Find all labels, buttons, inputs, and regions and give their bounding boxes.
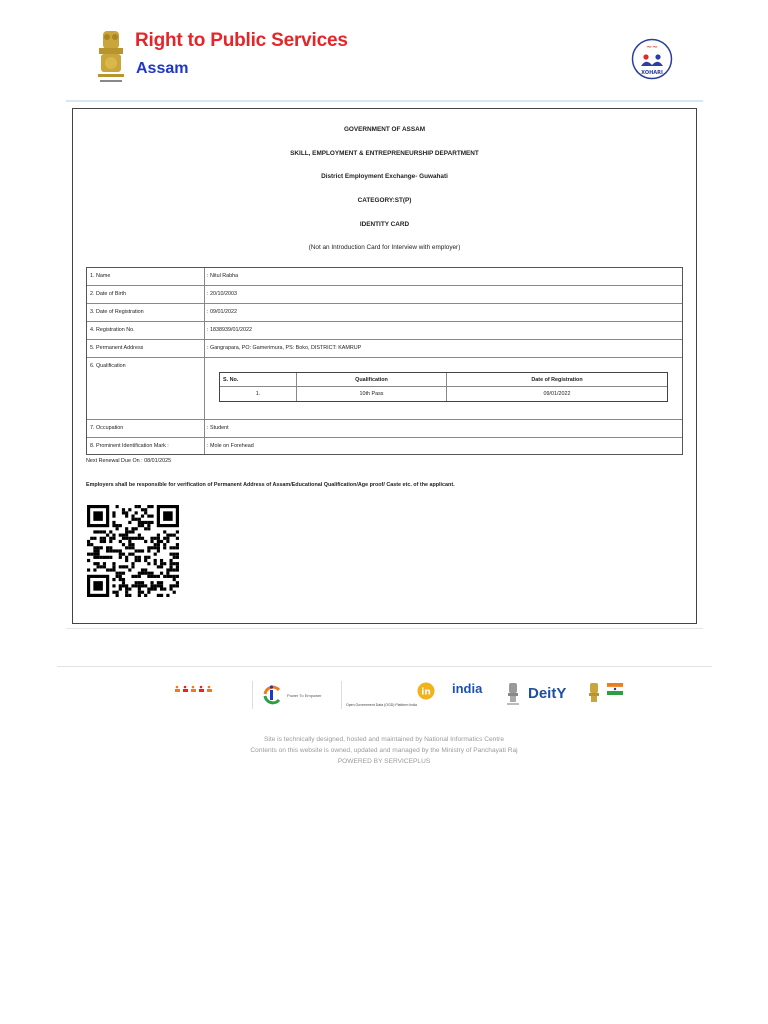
india-gov-logo[interactable]: india xyxy=(452,681,483,696)
table-row xyxy=(87,304,682,322)
svg-text:in: in xyxy=(421,687,431,698)
table-row xyxy=(87,438,682,454)
row-value: : Nitul Rabha xyxy=(207,273,239,279)
row-label: 2. Date of Birth xyxy=(90,291,126,297)
row-label: 3. Date of Registration xyxy=(90,309,144,315)
deity-logo[interactable]: DeitY xyxy=(528,685,567,702)
column-header-sno: S. No. xyxy=(223,377,239,383)
column-header-date: Date of Registration xyxy=(531,377,583,383)
footer-content-credit: Contents on this website is owned, updated and managed by the Ministry of Panchayati Raj xyxy=(250,747,518,754)
state-emblem-icon xyxy=(92,28,130,86)
xohari-logo-icon xyxy=(631,38,673,80)
power-to-empower-caption: Power To Empower xyxy=(287,693,322,698)
table-row xyxy=(87,322,682,340)
row-label: 4. Registration No. xyxy=(90,327,135,333)
card-title: IDENTITY CARD xyxy=(359,221,410,228)
row-value: : Gangrapara, PO: Gamerimura, PS: Boko, DISTRICT: KAMRUP xyxy=(207,345,362,351)
renewal-date: Next Renewal Due On : 08/01/2025 xyxy=(86,458,172,464)
row-value: : 20/10/2003 xyxy=(207,291,237,297)
footer-powered-by: POWERED BY SERVICEPLUS xyxy=(337,758,431,765)
row-label: 1. Name xyxy=(90,273,111,279)
digital-india-logo-icon[interactable] xyxy=(173,684,213,694)
svg-text:~~: ~~ xyxy=(646,43,658,51)
row-label: 5. Permanent Address xyxy=(90,345,144,351)
site-title[interactable]: Right to Public Services xyxy=(135,30,348,51)
site-subtitle: Assam xyxy=(136,60,189,77)
national-emblem-icon[interactable] xyxy=(505,681,521,707)
digital-india-i-icon xyxy=(261,682,283,706)
ogd-circle-icon xyxy=(417,682,435,700)
government-heading: GOVERNMENT OF ASSAM xyxy=(343,126,426,133)
exchange-heading: District Employment Exchange- Guwahati xyxy=(321,173,448,180)
qualification-name: 10th Pass xyxy=(359,391,384,397)
department-heading: SKILL, EMPLOYMENT & ENTREPRENEURSHIP DEPARTMENT xyxy=(290,150,479,157)
category-heading: CATEGORY:ST(P) xyxy=(357,197,412,204)
qualification-sno: 1. xyxy=(255,391,261,397)
row-label: 7. Occupation xyxy=(90,425,124,431)
site-header xyxy=(0,0,768,100)
ogd-platform-logo[interactable] xyxy=(345,681,437,709)
column-header-qualification: Qualification xyxy=(355,377,388,383)
emblem-with-flag-icon[interactable] xyxy=(587,681,625,707)
qualification-table xyxy=(219,372,668,402)
ogd-caption: Open Government Data (OGD) Platform India xyxy=(346,703,417,707)
footer-nic-credit: Site is technically designed, hosted and maintained by National Informatics Centre xyxy=(263,736,505,743)
row-label: 6. Qualification xyxy=(90,363,126,369)
power-to-empower-logo[interactable] xyxy=(252,681,342,709)
row-value: : Mole on Forehead xyxy=(207,443,254,449)
table-row xyxy=(87,268,682,286)
row-label: 8. Prominent Identification Mark : xyxy=(90,443,169,449)
row-value: : 09/01/2022 xyxy=(207,309,237,315)
employer-note: Employers shall be responsible for verification of Permanent Address of Assam/Educational Qualification/Age proof/ Caste etc. of the applicant. xyxy=(86,482,455,488)
details-table xyxy=(86,267,683,455)
card-note: (Not an Introduction Card for Interview with employer) xyxy=(308,244,461,251)
xohari-logo-label: XOHARI xyxy=(641,70,663,76)
table-row xyxy=(87,286,682,304)
header-divider xyxy=(66,100,703,102)
identity-card xyxy=(72,108,697,624)
qualification-date: 09/01/2022 xyxy=(543,391,571,397)
row-value: : 1838939/01/2022 xyxy=(207,327,252,333)
table-row xyxy=(87,340,682,358)
qr-code-icon xyxy=(87,505,179,597)
card-bottom-divider xyxy=(66,628,703,629)
row-value: : Student xyxy=(207,425,229,431)
footer-divider xyxy=(57,666,712,667)
table-row xyxy=(87,420,682,438)
